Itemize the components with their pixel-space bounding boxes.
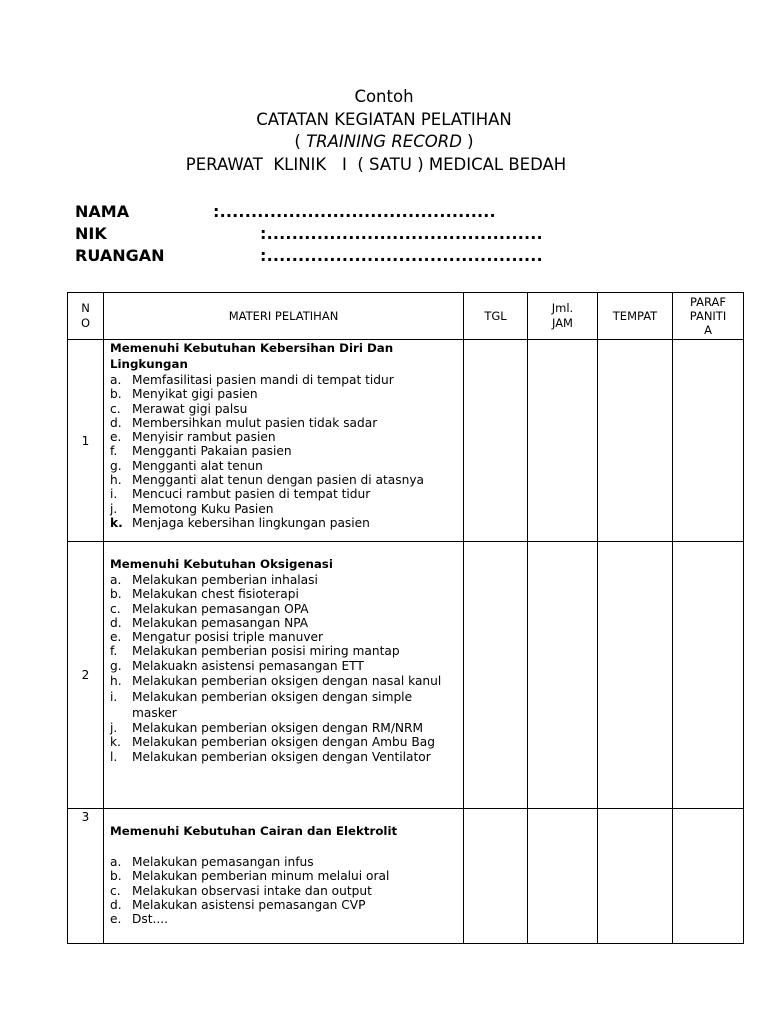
item-marker: g. xyxy=(110,458,122,473)
item-marker: b. xyxy=(110,387,122,402)
materi-cell xyxy=(104,809,464,944)
list-item xyxy=(110,487,459,501)
list-item xyxy=(110,644,459,658)
list-item xyxy=(110,373,459,387)
header-paraf: PARAF PANITI A xyxy=(673,293,744,340)
item-text: Membersihkan mulut pasien tidak sadar xyxy=(132,415,378,430)
list-item xyxy=(110,459,459,473)
list-item xyxy=(110,721,459,735)
item-marker: l. xyxy=(110,750,118,765)
paraf-cell[interactable] xyxy=(673,809,744,944)
item-marker: f. xyxy=(110,644,118,659)
list-item xyxy=(110,573,459,587)
item-marker: c. xyxy=(110,883,121,898)
item-text: Menyikat gigi pasien xyxy=(132,387,258,402)
item-text: Melakukan pemasangan OPA xyxy=(132,601,309,616)
jml-jam-cell[interactable] xyxy=(528,542,598,809)
item-text: Melakuakn asistensi pemasangan ETT xyxy=(132,658,364,673)
list-item xyxy=(110,735,459,750)
item-marker: g. xyxy=(110,658,122,673)
item-marker: f. xyxy=(110,444,118,459)
list-item xyxy=(110,602,459,616)
item-marker: j. xyxy=(110,501,118,516)
item-text: Melakukan pemberian oksigen dengan simple masker xyxy=(132,690,413,721)
header-tempat: TEMPAT xyxy=(598,293,673,340)
item-text: Melakukan observasi intake dan output xyxy=(132,883,372,898)
list-item xyxy=(110,430,459,444)
item-marker: d. xyxy=(110,897,122,912)
item-text: Melakukan pemberian minum melalui oral xyxy=(132,869,390,884)
item-marker: j. xyxy=(110,721,118,736)
tgl-cell[interactable] xyxy=(464,809,528,944)
item-text: Dst.... xyxy=(132,912,169,927)
item-marker: d. xyxy=(110,615,122,630)
doc-title-main: CATATAN KEGIATAN PELATIHAN xyxy=(256,110,512,129)
materi-cell xyxy=(104,340,464,542)
section-title: Memenuhi Kebutuhan Oksigenasi xyxy=(110,557,333,571)
item-marker: i. xyxy=(110,487,118,502)
tempat-cell[interactable] xyxy=(598,340,673,542)
item-text: Melakukan pemberian oksigen dengan Ventilator xyxy=(132,750,431,765)
jml-jam-cell[interactable] xyxy=(528,809,598,944)
item-text: Melakukan pemberian oksigen dengan Ambu Bag xyxy=(132,735,435,750)
list-item xyxy=(110,502,459,516)
item-text: Memotong Kuku Pasien xyxy=(132,501,274,516)
doc-title-contoh: Contoh xyxy=(354,87,414,106)
item-text: Mengganti alat tenun dengan pasien di atasnya xyxy=(132,473,425,488)
materi-cell xyxy=(104,542,464,809)
item-marker: e. xyxy=(110,430,122,445)
item-text: Melakukan pemberian oksigen dengan nasal kanul xyxy=(132,674,442,689)
table-row xyxy=(68,340,744,542)
doc-title-subtitle: PERAWAT KLINIK I ( SATU ) MEDICAL BEDAH xyxy=(185,155,567,174)
field-nama-value[interactable]: :............................................ xyxy=(213,202,496,221)
list-item xyxy=(110,673,459,689)
tempat-cell[interactable] xyxy=(598,809,673,944)
item-marker: c. xyxy=(110,601,121,616)
tempat-cell[interactable] xyxy=(598,542,673,809)
item-text: Melakukan pemasangan infus xyxy=(132,855,314,869)
header-no: N O xyxy=(68,293,104,340)
item-marker: b. xyxy=(110,869,122,884)
list-item xyxy=(110,516,459,530)
list-item xyxy=(110,402,459,416)
item-text: Melakukan pemberian inhalasi xyxy=(132,573,318,587)
training-record-text: TRAINING RECORD xyxy=(306,132,462,151)
header-tgl: TGL xyxy=(464,293,528,340)
list-item xyxy=(110,416,459,430)
item-marker: b. xyxy=(110,587,122,602)
item-text: Melakukan pemberian posisi miring mantap xyxy=(132,644,400,659)
list-item xyxy=(110,898,459,912)
tgl-cell[interactable] xyxy=(464,542,528,809)
item-text: Mengganti Pakaian pasien xyxy=(132,444,292,459)
header-jml-jam: Jml. JAM xyxy=(528,293,598,340)
training-record-table xyxy=(67,292,744,944)
paraf-cell[interactable] xyxy=(673,340,744,542)
item-marker: a. xyxy=(110,855,122,869)
list-item xyxy=(110,750,459,764)
row-number: 2 xyxy=(68,542,104,809)
item-text: Merawat gigi palsu xyxy=(132,401,248,416)
item-marker: e. xyxy=(110,630,122,645)
list-item xyxy=(110,884,459,898)
list-item xyxy=(110,912,459,926)
item-text: Melakukan pemberian oksigen dengan RM/NRM xyxy=(132,721,424,736)
section-title: Memenuhi Kebutuhan Kebersihan Diri Dan Lingkungan xyxy=(110,341,394,371)
paren-open: ( xyxy=(294,132,307,151)
item-marker: h. xyxy=(110,473,122,488)
list-item xyxy=(110,387,459,401)
list-item xyxy=(110,689,459,721)
item-marker: c. xyxy=(110,401,121,416)
field-ruangan-label: RUANGAN xyxy=(75,246,165,265)
item-marker: i. xyxy=(110,690,118,705)
table-row xyxy=(68,809,744,944)
row-number: 3 xyxy=(68,809,104,944)
list-item xyxy=(110,616,459,630)
list-item xyxy=(110,444,459,458)
materi-list xyxy=(110,855,459,926)
materi-list xyxy=(110,373,459,530)
list-item xyxy=(110,659,459,673)
item-text: Mengatur posisi triple manuver xyxy=(132,630,324,645)
item-marker: d. xyxy=(110,415,122,430)
list-item xyxy=(110,473,459,487)
tgl-cell[interactable] xyxy=(464,340,528,542)
item-text: Melakukan chest fisioterapi xyxy=(132,587,299,602)
item-text: Mencuci rambut pasien di tempat tidur xyxy=(132,487,371,502)
table-row xyxy=(68,542,744,809)
item-text: Memfasilitasi pasien mandi di tempat tidur xyxy=(132,373,394,387)
list-item xyxy=(110,855,459,869)
list-item xyxy=(110,630,459,644)
paraf-cell[interactable] xyxy=(673,542,744,809)
paren-close: ) xyxy=(461,132,474,151)
jml-jam-cell[interactable] xyxy=(528,340,598,542)
list-item xyxy=(110,869,459,883)
row-number: 1 xyxy=(68,340,104,542)
item-marker: k. xyxy=(110,735,121,750)
field-ruangan-value[interactable]: :............................................ xyxy=(260,246,543,265)
item-marker: k. xyxy=(110,515,123,530)
table-header-row xyxy=(68,293,744,340)
field-nama-label: NAMA xyxy=(75,202,130,221)
item-marker: a. xyxy=(110,373,122,387)
materi-list xyxy=(110,573,459,765)
list-item xyxy=(110,587,459,601)
field-nik-label: NIK xyxy=(75,224,107,243)
section-title: Memenuhi Kebutuhan Cairan dan Elektrolit xyxy=(110,824,398,838)
doc-title-training-record xyxy=(0,132,768,152)
header-materi: MATERI PELATIHAN xyxy=(104,293,464,340)
item-text: Melakukan asistensi pemasangan CVP xyxy=(132,897,366,912)
item-text: Melakukan pemasangan NPA xyxy=(132,615,309,630)
item-marker: e. xyxy=(110,912,122,927)
item-marker: h. xyxy=(110,674,122,689)
item-text: Mengganti alat tenun xyxy=(132,458,263,473)
item-marker: a. xyxy=(110,573,122,587)
item-text: Menyisir rambut pasien xyxy=(132,430,276,445)
field-nik-value[interactable]: :............................................ xyxy=(260,224,543,243)
item-text: Menjaga kebersihan lingkungan pasien xyxy=(132,515,370,530)
